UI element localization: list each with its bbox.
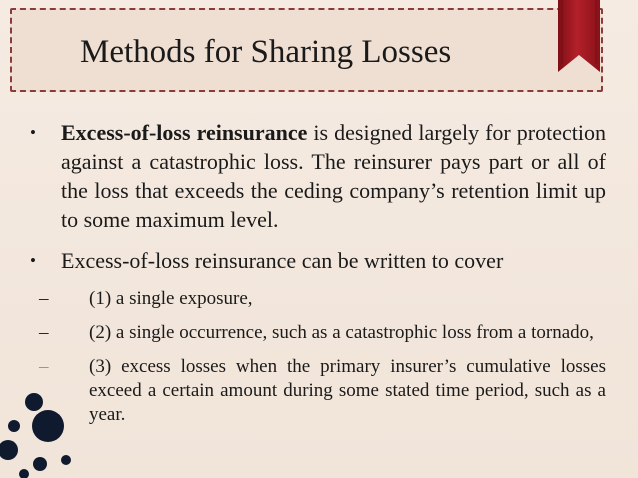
sub-dash: – (39, 288, 49, 309)
bullet-text: Excess-of-loss reinsurance can be written to cover (61, 248, 504, 273)
sub-item-text: (1) a single exposure, (89, 288, 253, 309)
bullet-symbol: • (30, 251, 36, 270)
bookmark-ribbon-icon (558, 0, 600, 72)
slide-content (24, 118, 606, 437)
sub-item (24, 355, 606, 427)
bullet-item (24, 246, 606, 275)
bullet-symbol: • (30, 123, 36, 142)
sub-dash: – (39, 322, 49, 343)
sub-item (24, 321, 606, 345)
bullet-text: is designed largely for protection against a catastrophic loss. The reinsurer pays part or all of the loss that exceeds the ceding company’s retention limit up to some maximum level. (61, 120, 606, 232)
bullet-bold-term: Excess-of-loss reinsurance (61, 120, 308, 145)
sub-item-text: (2) a single occurrence, such as a catastrophic loss from a tornado, (89, 322, 594, 343)
sub-item-text: (3) excess losses when the primary insurer’s cumulative losses exceed a certain amount during some stated time period, such as a year. (89, 356, 606, 425)
sub-dash: – (39, 356, 49, 377)
decorative-dots-icon (0, 390, 80, 478)
sub-item (24, 287, 606, 311)
slide-title: Methods for Sharing Losses (80, 34, 452, 70)
bullet-item (24, 118, 606, 234)
